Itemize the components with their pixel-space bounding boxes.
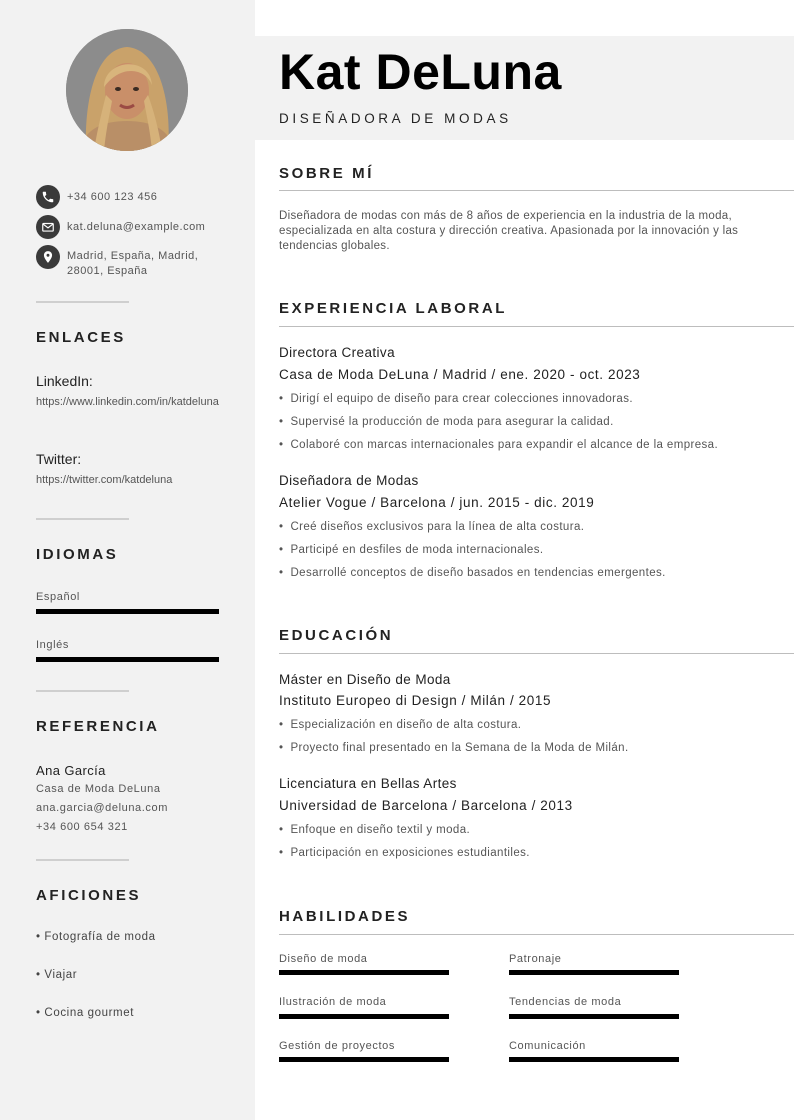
about-text: Diseñadora de modas con más de 8 años de experiencia en la industria de la moda, especializada en alta costura y dirección creativa. Apasionada por la innovación y las tendencias globales. [279,210,739,252]
candidate-name: Kat DeLuna [279,44,562,100]
skill-label: Gestión de proyectos [279,1040,395,1052]
address-text [67,249,198,279]
skill-label: Diseño de moda [279,953,368,965]
skill-label: Tendencias de moda [509,996,622,1008]
sidebar-divider [36,690,129,692]
degree-org: Instituto Europeo di Design / Milán / 2015 [279,693,552,708]
degree-bullet: • Especialización en diseño de alta costura. [279,719,521,731]
skill-label: Patronaje [509,953,562,965]
linkedin-label: LinkedIn: [36,373,93,389]
education-heading: EDUCACIÓN [279,627,394,644]
address-line-2: 28001, España [67,265,148,277]
skill-label: Ilustración de moda [279,996,387,1008]
job-bullet: • Participé en desfiles de moda internacionales. [279,544,543,556]
phone-text: +34 600 123 456 [67,191,158,203]
address-line-1: Madrid, España, Madrid, [67,250,199,262]
job-title: Diseñadora de Modas [279,473,419,488]
links-heading: ENLACES [36,329,126,346]
candidate-title: DISEÑADORA DE MODAS [279,111,512,126]
hobby-item: • Cocina gourmet [36,1007,135,1019]
degree-bullet: • Enfoque en diseño textil y moda. [279,824,470,836]
job-org: Atelier Vogue / Barcelona / jun. 2015 - dic. 2019 [279,495,595,510]
languages-heading: IDIOMAS [36,546,119,563]
reference-name: Ana García [36,763,106,778]
skill-label: Comunicación [509,1040,586,1052]
contact-address [36,245,198,279]
sidebar-divider [36,859,129,861]
linkedin-link[interactable]: https://www.linkedin.com/in/katdeluna [36,396,219,408]
job-bullet: • Creé diseños exclusivos para la línea de alta costura. [279,521,584,533]
job-bullet: • Colaboré con marcas internacionales para expandir el alcance de la empresa. [279,439,718,451]
skill-level-bar [279,1014,449,1019]
language-label: Español [36,591,80,603]
location-pin-icon [36,245,60,269]
section-rule [279,326,794,327]
profile-photo [66,29,188,151]
degree-bullet: • Participación en exposiciones estudiantiles. [279,847,530,859]
section-rule [279,190,794,191]
job-org: Casa de Moda DeLuna / Madrid / ene. 2020 - oct. 2023 [279,367,641,382]
job-bullet: • Dirigí el equipo de diseño para crear colecciones innovadoras. [279,393,633,405]
email-text[interactable]: kat.deluna@example.com [67,221,206,233]
job-bullet: • Desarrollé conceptos de diseño basados en tendencias emergentes. [279,567,666,579]
job-title: Directora Creativa [279,345,395,360]
phone-icon [36,185,60,209]
skill-level-bar [279,970,449,975]
experience-heading: EXPERIENCIA LABORAL [279,300,508,317]
about-heading: SOBRE MÍ [279,165,374,182]
skill-level-bar [279,1057,449,1062]
language-level-bar [36,657,219,662]
hobby-item: • Fotografía de moda [36,931,156,943]
language-level-bar [36,609,219,614]
skills-heading: HABILIDADES [279,908,411,925]
mail-icon [36,215,60,239]
degree-title: Licenciatura en Bellas Artes [279,776,457,791]
contact-phone [36,185,157,209]
section-rule [279,653,794,654]
hobbies-heading: AFICIONES [36,887,142,904]
skill-level-bar [509,1014,679,1019]
reference-company: Casa de Moda DeLuna [36,783,161,795]
skill-level-bar [509,1057,679,1062]
language-label: Inglés [36,639,69,651]
degree-org: Universidad de Barcelona / Barcelona / 2013 [279,798,573,813]
sidebar-divider [36,518,129,520]
skill-level-bar [509,970,679,975]
degree-bullet: • Proyecto final presentado en la Semana de la Moda de Milán. [279,742,629,754]
contact-email [36,215,205,239]
degree-title: Máster en Diseño de Moda [279,672,451,687]
twitter-link[interactable]: https://twitter.com/katdeluna [36,474,173,486]
section-rule [279,934,794,935]
reference-email[interactable]: ana.garcia@deluna.com [36,802,169,814]
job-bullet: • Supervisé la producción de moda para asegurar la calidad. [279,416,614,428]
sidebar-divider [36,301,129,303]
hobby-item: • Viajar [36,969,78,981]
twitter-label: Twitter: [36,451,82,467]
reference-heading: REFERENCIA [36,718,160,735]
reference-phone: +34 600 654 321 [36,821,128,833]
